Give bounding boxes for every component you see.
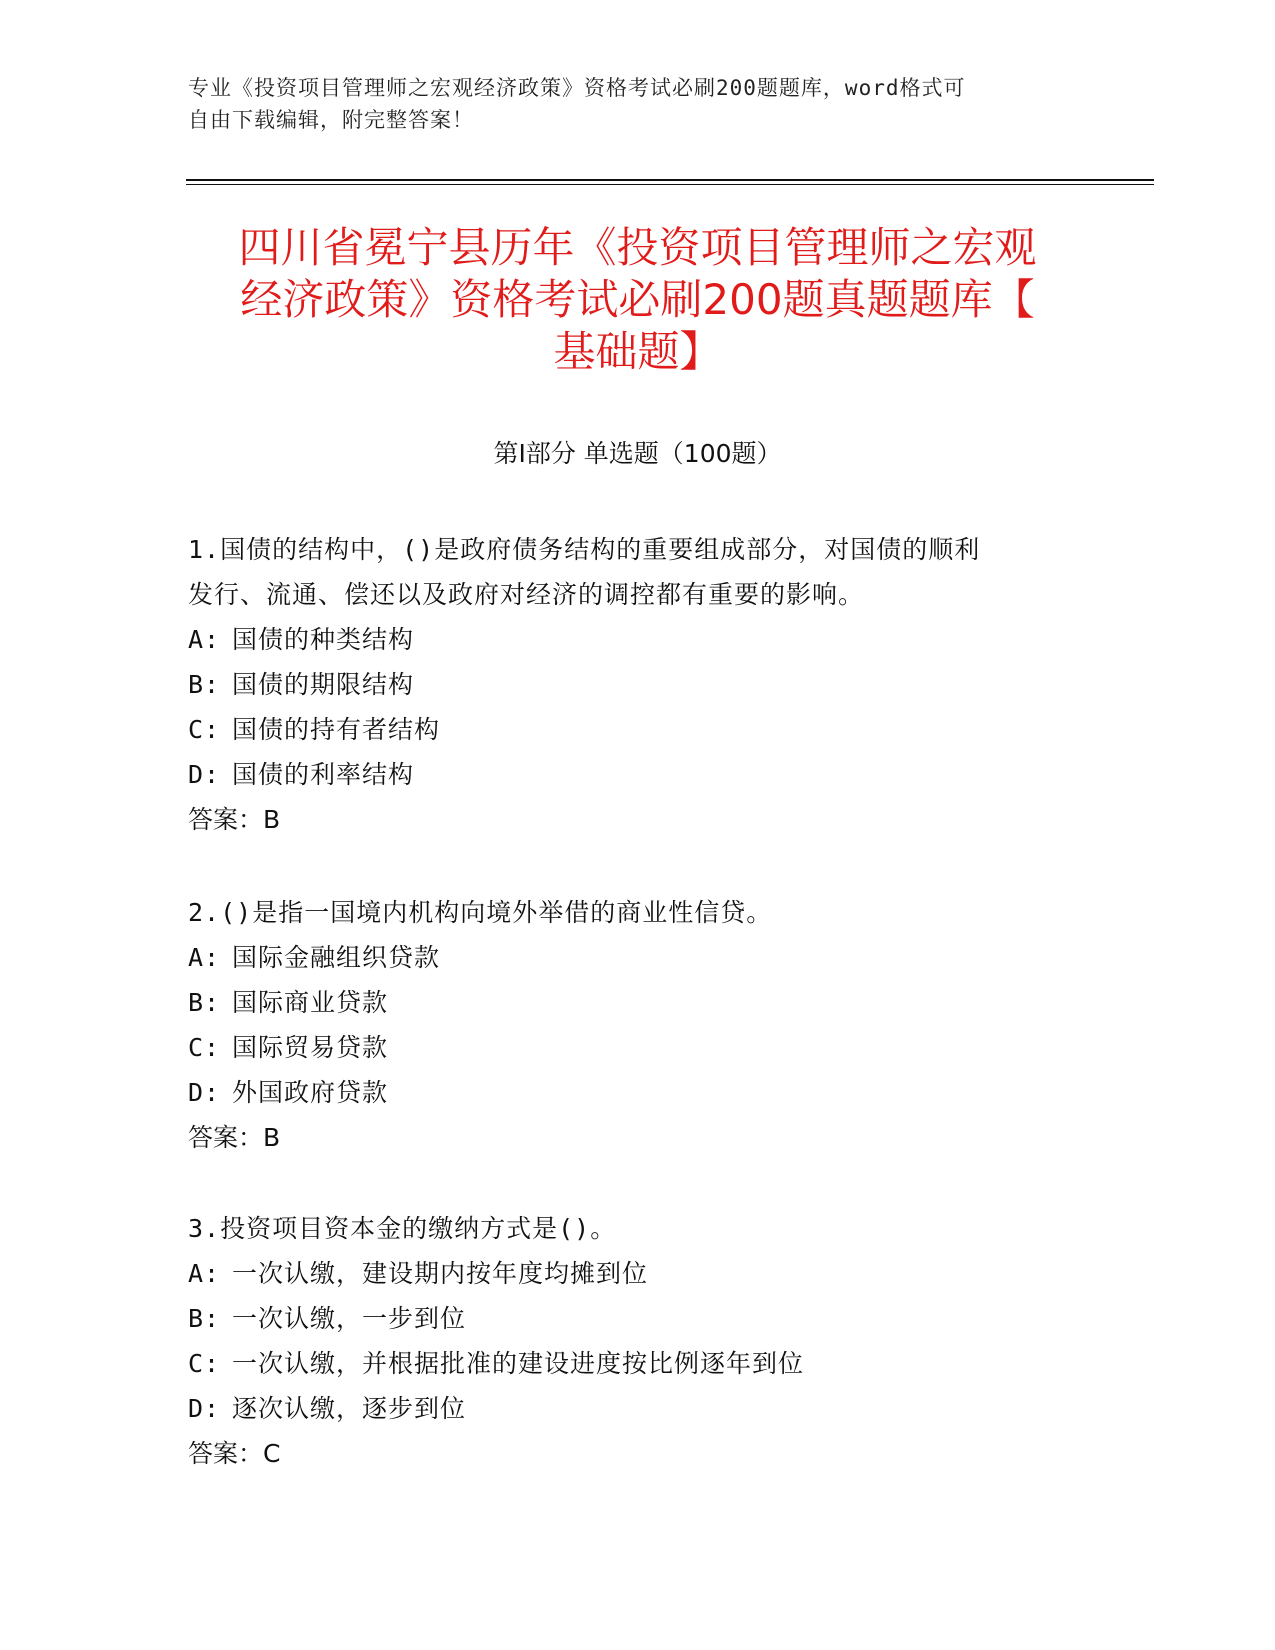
header-divider-thick (186, 179, 1154, 181)
document-title-line-2: 经济政策》资格考试必刷200题真题题库【 (240, 275, 1035, 324)
option-a (188, 1251, 1068, 1296)
option-d (188, 1386, 1068, 1431)
option-text: 外国政府贷款 (232, 1078, 389, 1107)
document-title-line-1: 四川省冕宁县历年《投资项目管理师之宏观 (238, 223, 1037, 272)
option-letter: C: (188, 715, 221, 744)
option-text: 一次认缴，建设期内按年度均摊到位 (232, 1259, 649, 1288)
option-letter: C: (188, 1033, 221, 1062)
document-title (190, 222, 1085, 378)
option-b (188, 662, 1068, 707)
option-letter: D: (188, 1394, 221, 1423)
option-letter: A: (188, 943, 221, 972)
option-b (188, 1296, 1068, 1341)
option-text: 国债的利率结构 (232, 760, 415, 789)
option-d (188, 752, 1068, 797)
document-title-line-3: 基础题】 (553, 327, 722, 376)
section-heading: 第I部分 单选题（100题） (493, 439, 782, 468)
question-stem-line: 3.投资项目资本金的缴纳方式是()。 (188, 1214, 617, 1243)
option-letter: C: (188, 1349, 221, 1378)
option-a (188, 935, 1068, 980)
question-stem-line: 2.()是指一国境内机构向境外举借的商业性信贷。 (188, 898, 773, 927)
option-letter: B: (188, 670, 221, 699)
option-letter: B: (188, 988, 221, 1017)
option-text: 逐次认缴，逐步到位 (232, 1394, 467, 1423)
question-1 (188, 527, 1068, 842)
option-c (188, 1025, 1068, 1070)
question-stem-line: 发行、流通、偿还以及政府对经济的调控都有重要的影响。 (188, 580, 865, 609)
option-letter: A: (188, 625, 221, 654)
answer: 答案：C (188, 1439, 281, 1468)
answer: 答案：B (188, 805, 281, 834)
option-letter: D: (188, 1078, 221, 1107)
header-note-line-1: 专业《投资项目管理师之宏观经济政策》资格考试必刷200题题库，word格式可 (188, 76, 966, 100)
option-letter: D: (188, 760, 221, 789)
option-letter: B: (188, 1304, 221, 1333)
header-divider-thin (186, 184, 1154, 185)
header-note-line-2: 自由下载编辑，附完整答案！ (188, 108, 474, 132)
question-2 (188, 890, 1068, 1160)
option-c (188, 1341, 1068, 1386)
option-text: 国际金融组织贷款 (232, 943, 441, 972)
option-letter: A: (188, 1259, 221, 1288)
option-text: 一次认缴，一步到位 (232, 1304, 467, 1333)
option-d (188, 1070, 1068, 1115)
header-note (188, 72, 1088, 136)
option-a (188, 617, 1068, 662)
question-3 (188, 1206, 1068, 1476)
question-stem-line: 1.国债的结构中，()是政府债务结构的重要组成部分，对国债的顺利 (188, 535, 981, 564)
option-text: 国债的种类结构 (232, 625, 415, 654)
option-text: 一次认缴，并根据批准的建设进度按比例逐年到位 (232, 1349, 805, 1378)
option-text: 国际商业贷款 (232, 988, 389, 1017)
option-text: 国债的期限结构 (232, 670, 415, 699)
option-b (188, 980, 1068, 1025)
option-c (188, 707, 1068, 752)
option-text: 国际贸易贷款 (232, 1033, 389, 1062)
option-text: 国债的持有者结构 (232, 715, 441, 744)
answer: 答案：B (188, 1123, 281, 1152)
